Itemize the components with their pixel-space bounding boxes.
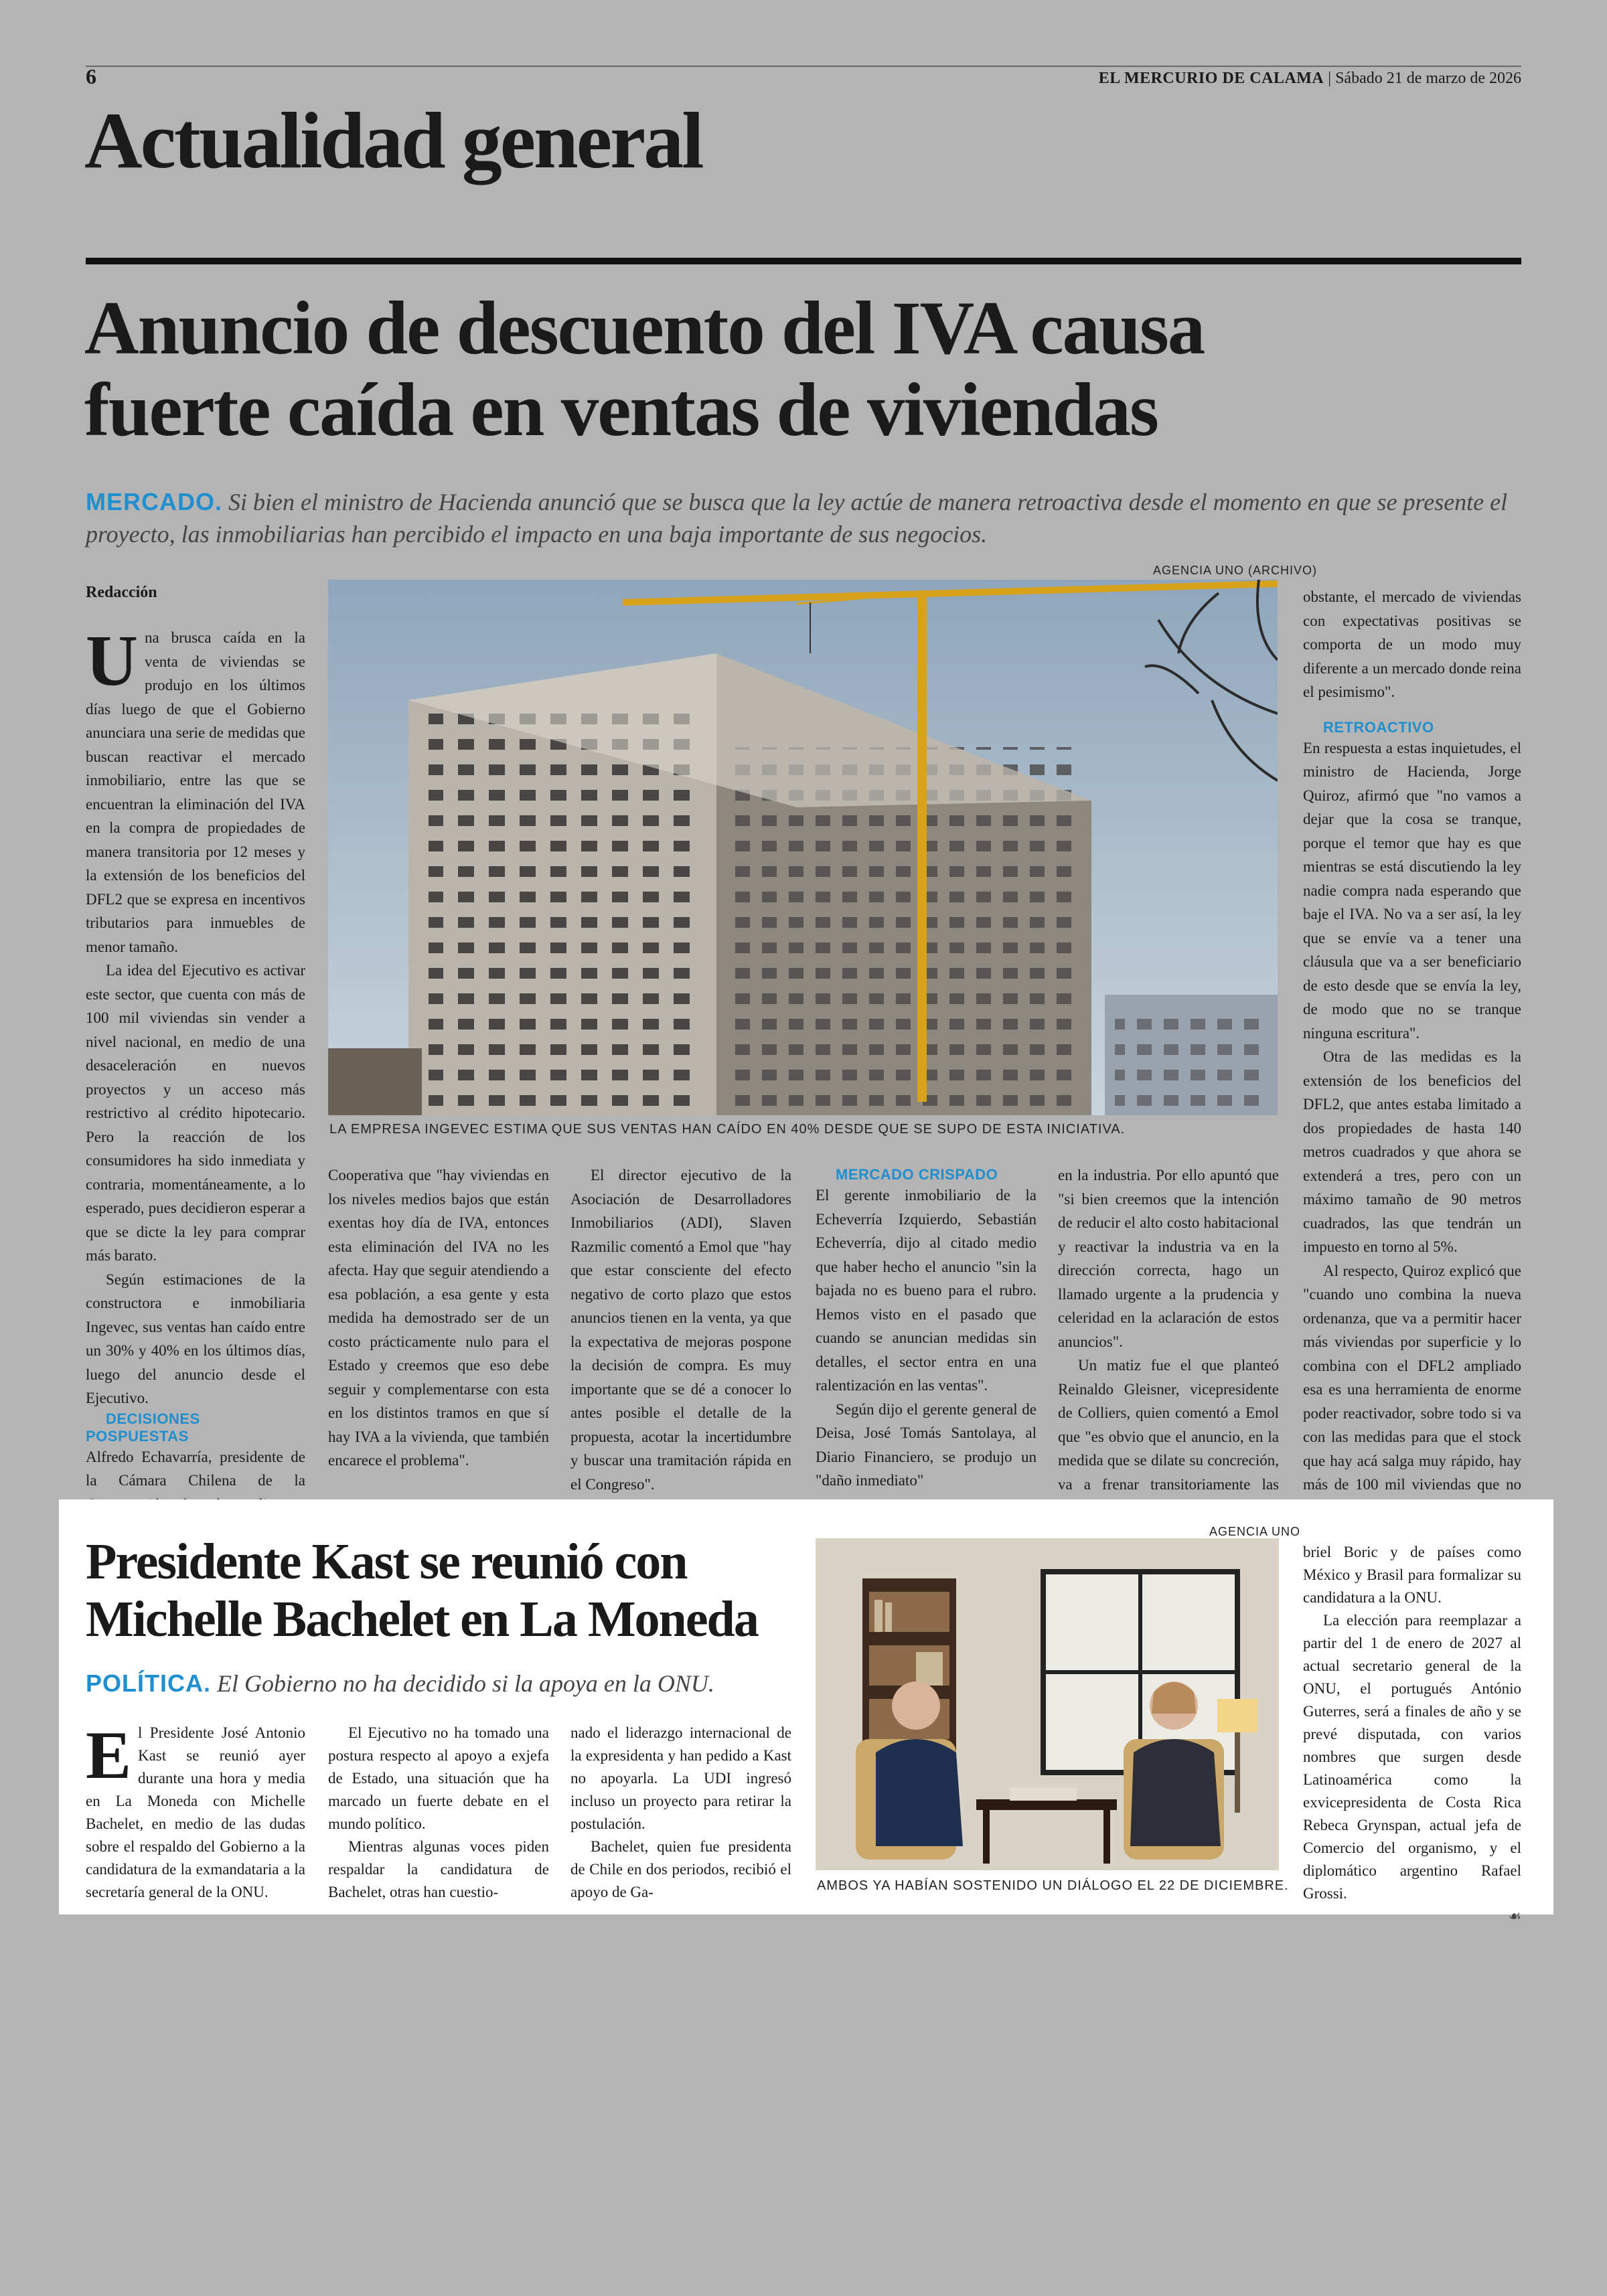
- second-col3-p2: Bachelet, quien fue presidenta de Chile en dos periodos, recibió el apoyo de Ga-: [570, 1838, 791, 1900]
- second-end-mark-icon: ☙: [1508, 1908, 1521, 1925]
- second-dropcap: E: [86, 1718, 132, 1793]
- section-rule: [86, 258, 1521, 264]
- second-col2-p2: Mientras algunas voces piden respaldar la candidatura de Bachelet, otras han cuestio-: [328, 1838, 549, 1900]
- main-col1-p2: La idea del Ejecutivo es activar este sector, que cuenta con más de 100 mil viviendas sin vender a nivel nacional, en medio de una desaceleración en nuevos proyectos y un acceso más restrictivo al crédito hipotecario. Pero la reacción de los consumidores ha sido inmediata y contraria, momentáneamente, a lo esperado, pues decidieron esperar a que se dicte la ley para comprar más barato.: [86, 962, 305, 1264]
- second-col4-p2: La elección para reemplazar a partir del 1 de enero de 2027 al actual secretario general de la ONU, el portugués António Guterres, será a finales de año y se prevé disputada, con varios nombres que surgen desde Latinoamérica como la exvicepresidenta de Costa Rica Rebeca Grynspan, actual jefa de Comercio del organismo, y el diplomático argentino Rafael Grossi.: [1303, 1612, 1521, 1902]
- byline: Redacción: [86, 584, 157, 601]
- main-headline-line2: fuerte caída en ventas de viviendas: [84, 368, 1158, 452]
- main-col-2: [328, 1163, 549, 1473]
- page-number: 6: [86, 64, 96, 88]
- second-deck: [86, 1669, 714, 1698]
- section-title: Actualidad general: [84, 96, 702, 185]
- issue-date: | Sábado 21 de marzo de 2026: [1324, 70, 1521, 87]
- main-photo-credit: AGENCIA UNO (ARCHIVO): [1153, 564, 1318, 577]
- main-headline: [84, 288, 1521, 451]
- masthead: [1099, 70, 1521, 88]
- main-col4-p1: El gerente inmobiliario de la Echeverría Izquierdo, Sebastián Echeverría, dijo al citado medio que haber hecho el anuncio "sin la bajada no es bueno para el rubro. Hemos visto en el pasado que cuando se anuncian medidas sin detalles, el sector entra en una ralentización en las ventas".: [816, 1187, 1037, 1394]
- second-col-4: [1303, 1541, 1521, 1929]
- subhead-decisiones: DECISIONES POSPUESTAS: [86, 1410, 200, 1445]
- main-col3-p1: El director ejecutivo de la Asociación de Desarrolladores Inmobiliarios (ADI), Slaven Razmilic comentó a Emol que "hay que estar consciente del efecto negativo de corto plazo que estos anuncios tienen en la venta, ya que la expectativa de mejoras pospone la decisión de compra. Es muy importante que se dé a conocer lo antes posible el detalle de la propuesta, acotar la incertidumbre y buscar una tramitación rápida en el Congreso".: [570, 1167, 791, 1493]
- main-col1-p3: Según estimaciones de la constructora e inmobiliaria Ingevec, sus ventas han caído entre un 30% y 40% en los últimos días, luego del anuncio desde el Ejecutivo.: [86, 1270, 305, 1406]
- top-rule: [86, 66, 1521, 67]
- main-headline-line1: Anuncio de descuento del IVA causa: [84, 286, 1205, 370]
- second-deck-text: El Gobierno no ha decidido si la apoya en la ONU.: [211, 1670, 714, 1697]
- second-photo-caption: AMBOS YA HABÍAN SOSTENIDO UN DIÁLOGO EL 22 DE DICIEMBRE.: [817, 1878, 1289, 1893]
- main-col-1: [86, 621, 305, 1516]
- main-col6-p1: En respuesta a estas inquietudes, el ministro de Hacienda, Jorge Quiroz, afirmó que "no vamos a dejar que la cosa se tranque, porque el temor que hay es que mientras se está discutiendo la ley nadie compra nada esperando que baje el IVA. No va a ser así, la ley que se envíe va a tener una cláusula que va a ser beneficiario de esto desde que se envía la ley, de modo que no se tranque ninguna escritura".: [1303, 739, 1521, 1042]
- main-kicker: MERCADO.: [86, 488, 222, 515]
- second-photo-credit: AGENCIA UNO: [1209, 1525, 1301, 1538]
- construction-building-image: [328, 580, 1278, 1115]
- main-col-3: [570, 1163, 791, 1496]
- main-col6-p3: Al respecto, Quiroz explicó que "cuando uno combina la nueva ordenanza, que va a permitir hacer más viviendas por superficie y lo combina con el DFL2 ampliado esa es una herramienta de enorme poder reactivador, sobre todo si va con las medidas para que el stock que hay acá salga muy rápido, hay más de 100 mil viviendas que no: [1303, 1262, 1521, 1493]
- main-col2-p1: Cooperativa que "hay viviendas en los niveles medios bajos que están exentas hoy día de IVA, entonces esta eliminación del IVA no les afecta. Hay que seguir atendiendo a esa población, a esa gente y esta medida ha demostrado ser de un costo prácticamente nulo para el Estado y creemos que eso debe seguir y complementarse con esta en los distintos tramos en que sí hay IVA a la vivienda, que también encarece el problema".: [328, 1167, 549, 1469]
- main-photo: [328, 580, 1278, 1115]
- second-headline-line2: Michelle Bachelet en La Moneda: [86, 1591, 758, 1647]
- main-dropcap: U: [86, 621, 138, 701]
- second-col1-p1: l Presidente José Antonio Kast se reunió ayer durante una hora y media en La Moneda con Michelle Bachelet, en medio de las dudas sobre el respaldo del Gobierno a la candidatura de la exmandataria a la secretaría general de la ONU.: [86, 1724, 305, 1900]
- second-col2-p1: El Ejecutivo no ha tomado una postura respecto al apoyo a exjefa de Estado, una situación que ha marcado un fuerte debate en el mundo político.: [328, 1724, 549, 1832]
- main-col6-p2: Otra de las medidas es la extensión de los beneficios del DFL2, que antes estaba limitado a dos propiedades de hasta 140 metros cuadrados y que ahora se extenderá a tres, pero con un máximo tamaño de 90 metros cuadrados, las que tendrán un impuesto en torno al 5%.: [1303, 1048, 1521, 1255]
- second-col-1: [86, 1718, 305, 1904]
- main-col6-p0: obstante, el mercado de viviendas con expectativas positivas se comporta de un modo muy diferente a un mercado donde reina el pesimismo".: [1303, 588, 1521, 700]
- second-headline-line1: Presidente Kast se reunió con: [86, 1534, 687, 1590]
- main-col1-p1: na brusca caída en la venta de viviendas se produjo en los últimos días luego de que el Gobierno anunciara una serie de medidas que buscan reactivar el mercado inmobiliario, entre las que se encuentran la eliminación del IVA en la compra de propiedades de manera transitoria por 12 meses y la extensión de los beneficios del DFL2 que se expresa en incentivos tributarios para inmuebles de menor tamaño.: [86, 629, 305, 955]
- main-deck: [86, 486, 1521, 550]
- second-col-2: [328, 1722, 549, 1904]
- second-col-3: [570, 1722, 791, 1904]
- newspaper-name: EL MERCURIO DE CALAMA: [1098, 70, 1324, 87]
- second-col3-p1: nado el liderazgo internacional de la expresidenta y han pedido a Kast no apoyarla. La UDI ingresó incluso un proyecto para retirar la postulación.: [570, 1724, 791, 1832]
- main-col-5: [1058, 1163, 1279, 1520]
- main-col5-p1: en la industria. Por ello apuntó que "si bien creemos que la intención de reducir el alto costo habitacional y reactivar la industria va en la dirección correcta, hago un llamado urgente a la prudencia y celeridad en la aclaración de estos anuncios".: [1058, 1167, 1279, 1350]
- main-col4-p2: Según dijo el gerente general de Deisa, José Tomás Santolaya, al Diario Financiero, se produjo un "daño inmediato": [816, 1400, 1037, 1489]
- main-col-4: [816, 1163, 1037, 1493]
- second-kicker: POLÍTICA.: [86, 1669, 211, 1697]
- main-col5-p2: Un matiz fue el que planteó Reinaldo Gleisner, vicepresidente de Colliers, quien comentó a Emol que "es obvio que el anuncio, en la medida que se dilate su concreción, va a frenar transitoriamente las: [1058, 1357, 1279, 1493]
- main-col1-p4: Alfredo Echavarría, presidente de la Cámara Chilena de la: [86, 1448, 305, 1489]
- main-photo-caption: LA EMPRESA INGEVEC ESTIMA QUE SUS VENTAS HAN CAÍDO EN 40% DESDE QUE SE SUPO DE ESTA INICIATIVA.: [329, 1122, 1126, 1137]
- second-col4-p1: briel Boric y de países como México y Brasil para formalizar su candidatura a la ONU.: [1303, 1544, 1521, 1606]
- main-col-6: [1303, 585, 1521, 1545]
- second-photo: [816, 1538, 1279, 1870]
- main-deck-text: Si bien el ministro de Hacienda anunció que se busca que la ley actúe de manera retroactiva desde el momento en que se presente el proyecto, las inmobiliarias han percibido el impacto en una baja importante de sus negocios.: [86, 489, 1508, 548]
- subhead-retroactivo: RETROACTIVO: [1323, 718, 1434, 736]
- meeting-photo-image: [816, 1538, 1279, 1870]
- second-headline: [86, 1533, 802, 1648]
- subhead-mercado-crispado: MERCADO CRISPADO: [836, 1166, 998, 1183]
